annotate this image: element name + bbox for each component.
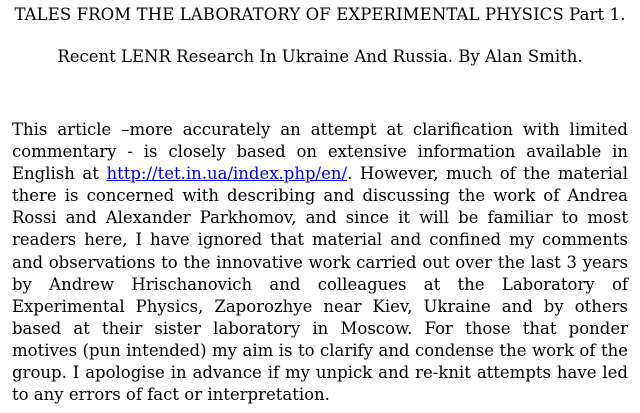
source-link[interactable]: http://tet.in.ua/index.php/en/	[106, 164, 348, 184]
body-paragraph	[12, 119, 628, 406]
paragraph-text-before-link: This article –more accurately an attempt at clarification with limited commentary - is closely based on extensive information available in English at	[12, 120, 628, 184]
document-subtitle: Recent LENR Research In Ukraine And Russia. By Alan Smith.	[57, 47, 583, 66]
document-title: TALES FROM THE LABORATORY OF EXPERIMENTAL PHYSICS Part 1.	[14, 5, 626, 24]
paragraph-text-after-link: . However, much of the material there is concerned with describing and discussing the work of Andrea Rossi and Alexander Parkhomov, and since it will be familiar to most readers here, I have ignored that material and confined my comments and observations to the innovative work carried out over the last 3 years by Andrew Hrischanovich and colleagues at the Laboratory of Experimental Physics, Zaporozhye near Kiev, Ukraine and by others based at their sister laboratory in Moscow. For those that ponder motives (pun intended) my aim is to clarify and condense the work of the group. I apologise in advance if my unpick and re-knit attempts have led to any errors of fact or interpretation.	[12, 164, 628, 405]
